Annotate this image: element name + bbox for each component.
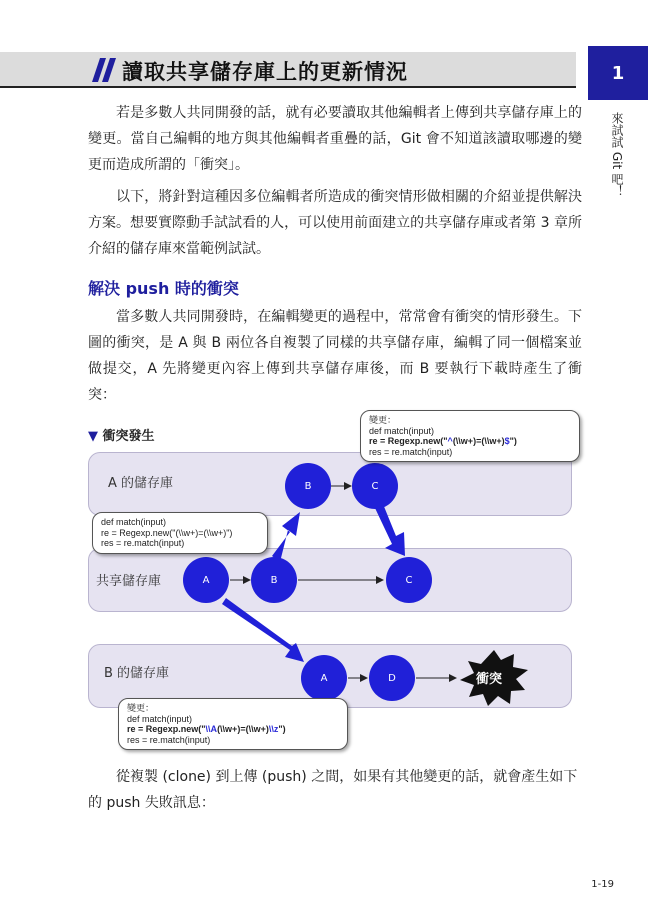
- chapter-number: 1: [611, 62, 625, 84]
- bubble-bottom-line1: 變更：: [127, 703, 155, 713]
- bubble-top-line1: 變更：: [369, 415, 397, 425]
- bubble-bottom-line3: re = Regexp.new("\\A(\\w+)=(\\w+)\\z"): [127, 724, 286, 734]
- clone-arrow-shared-to-b: [222, 598, 304, 662]
- page-title: 讀取共享儲存庫上的更新情況: [122, 60, 408, 84]
- bubble-bottom-line4: res = re.match(input): [127, 734, 211, 745]
- node-b-a: A: [301, 655, 347, 701]
- pull-arrow-shared-to-c: [375, 504, 405, 556]
- bubble-left-line3: res = re.match(input): [101, 538, 185, 548]
- paragraph-1: 若是多數人共同開發的話，就有必要讀取其他編輯者上傳到共享儲存庫上的變更。當自己編輯的地方與其他編輯者重疊的話，Git 會不知道該讀取哪邊的變更而造成所謂的「衝突」。: [88, 105, 582, 173]
- bubble-a-change: [360, 410, 580, 462]
- closing-paragraph: 從複製 (clone) 到上傳 (push) 之間，如果有其他變更的話，就會產生如下的 push 失敗訊息：: [88, 769, 578, 811]
- lane-a-label: A 的儲存庫: [108, 476, 174, 491]
- node-b-d: D: [369, 655, 415, 701]
- push-arrow-a-to-shared: [272, 512, 300, 562]
- triangle-down-icon: ▼: [88, 429, 98, 444]
- conflict-label: 衝突: [476, 672, 503, 687]
- lane-shared-label: 共享儲存庫: [96, 574, 162, 589]
- node-a-c: C: [352, 463, 398, 509]
- section-title: 解決 push 時的衝突: [88, 279, 239, 298]
- bubble-top-line4: res = re.match(input): [369, 446, 453, 457]
- bubble-top-line3: re = Regexp.new("^(\\w+)=(\\w+)$"): [369, 436, 517, 446]
- node-s-b: B: [251, 557, 297, 603]
- paragraph-2: 以下，將針對這種因多位編輯者所造成的衝突情形做相關的介紹並提供解決方案。想要實際動手試試看的人，可以使用前面建立的共享儲存庫或者第 3 章所介紹的儲存庫來當範例試試。: [88, 189, 582, 257]
- node-s-a: A: [183, 557, 229, 603]
- bubble-bottom-line2: def match(input): [127, 713, 193, 724]
- bubble-left-line2: re = Regexp.new("(\\w+)=(\\w+)"): [101, 527, 233, 538]
- node-s-c: C: [386, 557, 432, 603]
- chapter-side-text: 來試試 Git 吧！: [610, 112, 624, 197]
- bubble-b-change: [118, 698, 348, 750]
- node-a-b: B: [285, 463, 331, 509]
- section-paragraph: 當多數人共同開發時，在編輯變更的過程中，常常會有衝突的情形發生。下圖的衝突，是 A 與 B 兩位各自複製了同樣的共享儲存庫，編輯了同一個檔案並做提交，A 先將變更內容上傳到共享儲存庫後，而 B 要執行下載時產生了衝突：: [88, 309, 582, 403]
- bubble-original-code: [92, 512, 268, 554]
- bubble-top-line2: def match(input): [369, 425, 435, 436]
- page-number: 1-19: [591, 879, 614, 890]
- lane-b-label: B 的儲存庫: [104, 666, 170, 681]
- bubble-left-line1: def match(input): [101, 517, 167, 527]
- figure-label-text: 衝突發生: [102, 429, 155, 444]
